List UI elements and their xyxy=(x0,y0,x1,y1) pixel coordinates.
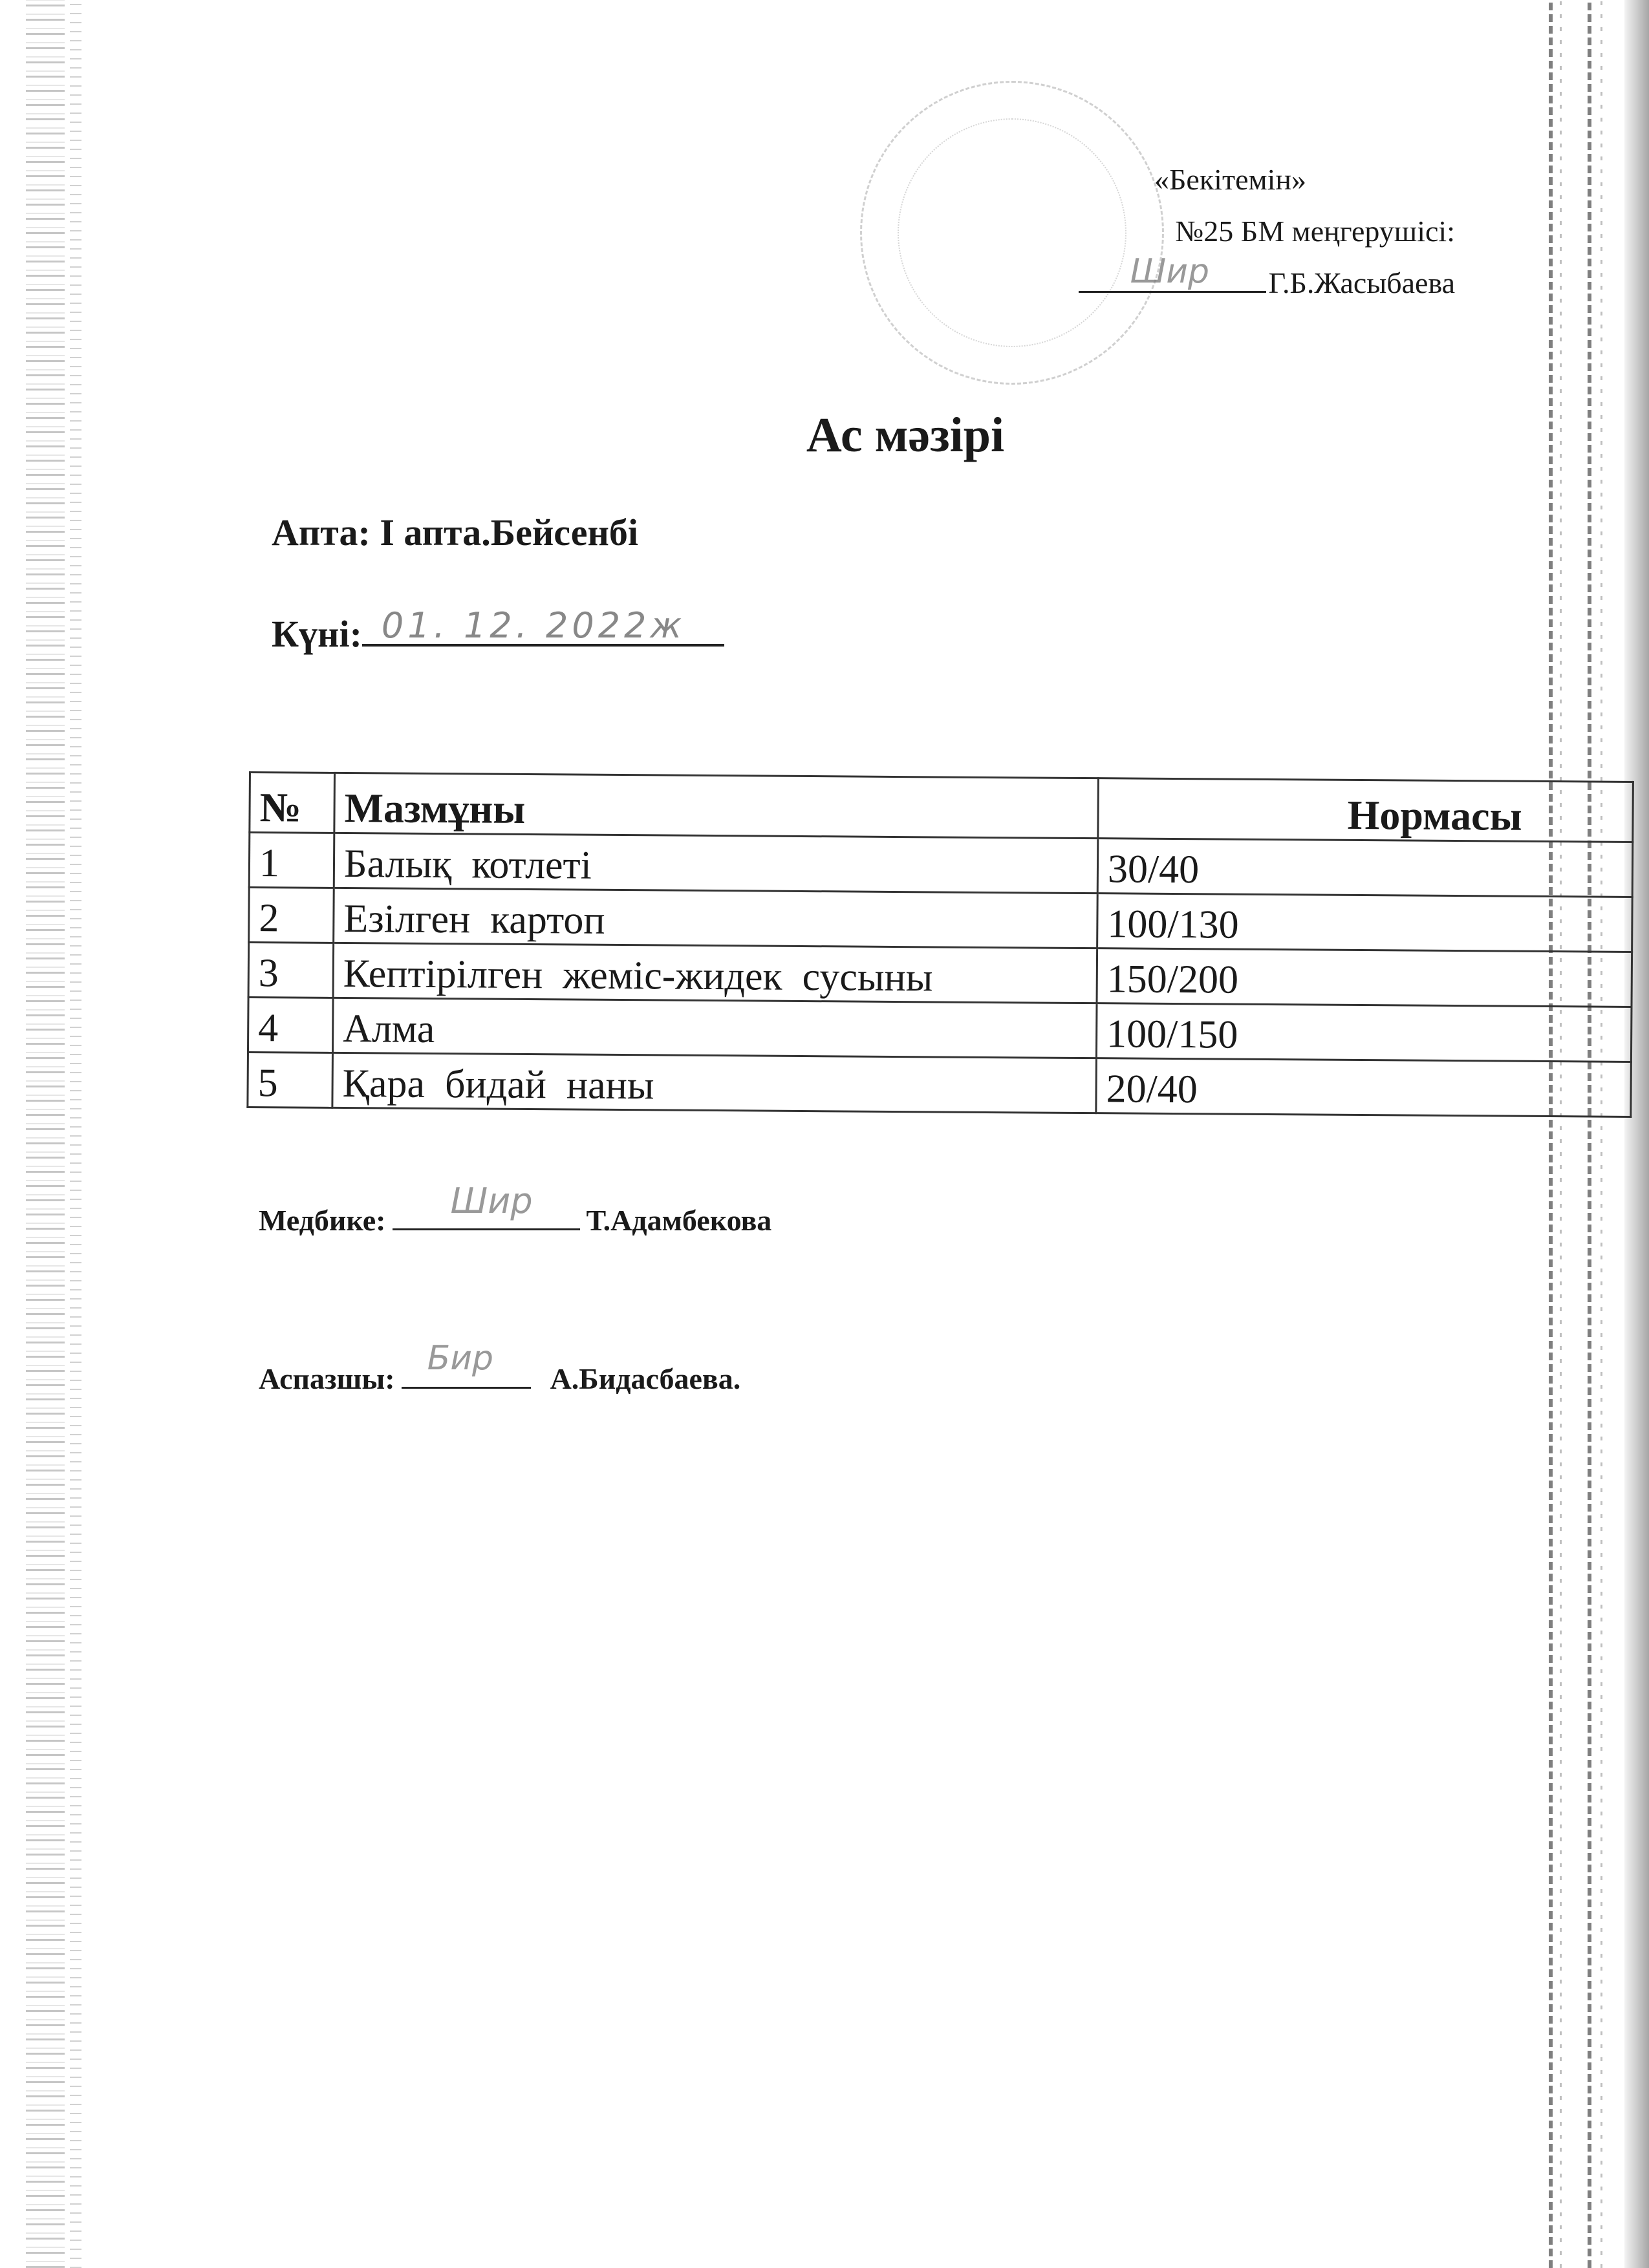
row-norm: 100/150 xyxy=(1096,1003,1632,1062)
row-number: 1 xyxy=(249,833,334,888)
nurse-signature-row xyxy=(259,1181,772,1237)
table-header-row xyxy=(250,773,1633,842)
approve-label: «Бекітемін» xyxy=(1154,163,1306,196)
header-content: Мазмұны xyxy=(334,773,1099,838)
scan-edge-left-inner xyxy=(70,0,81,2268)
approval-block xyxy=(1079,154,1455,309)
row-norm: 150/200 xyxy=(1097,948,1632,1007)
cook-name: А.Бидасбаева. xyxy=(550,1362,741,1395)
date-handwritten: 01. 12. 2022ж xyxy=(381,605,686,646)
header-norm: Нормасы xyxy=(1098,778,1633,842)
table-row xyxy=(249,888,1633,952)
scan-edge-right-2 xyxy=(1560,0,1562,2268)
table-row xyxy=(248,943,1632,1007)
row-dish: Балық котлеті xyxy=(334,833,1098,893)
nurse-signature: Шир xyxy=(450,1181,533,1221)
scan-edge-right-1 xyxy=(1549,0,1553,2268)
header-number: № xyxy=(250,773,335,833)
row-norm: 20/40 xyxy=(1096,1058,1632,1117)
scan-edge-left xyxy=(26,0,65,2268)
cook-signature: Бир xyxy=(427,1339,494,1378)
approver-signature-row xyxy=(1079,252,1455,309)
approver-position: №25 БМ меңгерушісі: xyxy=(1175,215,1455,248)
week-value: I апта.Бейсенбі xyxy=(380,511,638,553)
nurse-signature-line xyxy=(393,1181,580,1230)
week-row xyxy=(272,511,638,554)
row-dish: Езілген картоп xyxy=(334,888,1098,948)
row-number: 5 xyxy=(248,1052,333,1107)
menu-table xyxy=(246,771,1634,1118)
row-norm: 100/130 xyxy=(1097,893,1633,952)
row-dish: Қара бидай наны xyxy=(332,1053,1097,1113)
table-row xyxy=(248,998,1632,1062)
cook-label: Аспазшы: xyxy=(259,1362,395,1395)
row-dish: Кептірілген жеміс-жидек сусыны xyxy=(333,943,1097,1003)
nurse-name: Т.Адамбекова xyxy=(586,1204,772,1237)
scan-edge-right-3 xyxy=(1588,0,1591,2268)
row-norm: 30/40 xyxy=(1097,839,1633,897)
date-row xyxy=(272,601,724,656)
approver-signature: Шир xyxy=(1130,252,1210,291)
row-dish: Алма xyxy=(332,998,1097,1058)
row-number: 3 xyxy=(248,943,334,998)
table-row xyxy=(248,1052,1632,1117)
nurse-label: Медбике: xyxy=(259,1204,386,1237)
cook-signature-line xyxy=(402,1339,531,1389)
week-label: Апта: xyxy=(272,511,371,553)
table-row xyxy=(249,833,1633,897)
approver-signature-line xyxy=(1079,252,1266,293)
date-label: Күні: xyxy=(272,613,362,655)
row-number: 4 xyxy=(248,998,333,1053)
scan-edge-right-shadow xyxy=(1624,0,1649,2268)
date-line xyxy=(362,601,724,647)
page-title: Ас мәзірі xyxy=(806,408,1005,462)
approver-name: Г.Б.Жасыбаева xyxy=(1268,266,1455,299)
row-number: 2 xyxy=(249,888,334,943)
scan-edge-right-4 xyxy=(1600,0,1602,2268)
cook-signature-row xyxy=(259,1339,741,1396)
